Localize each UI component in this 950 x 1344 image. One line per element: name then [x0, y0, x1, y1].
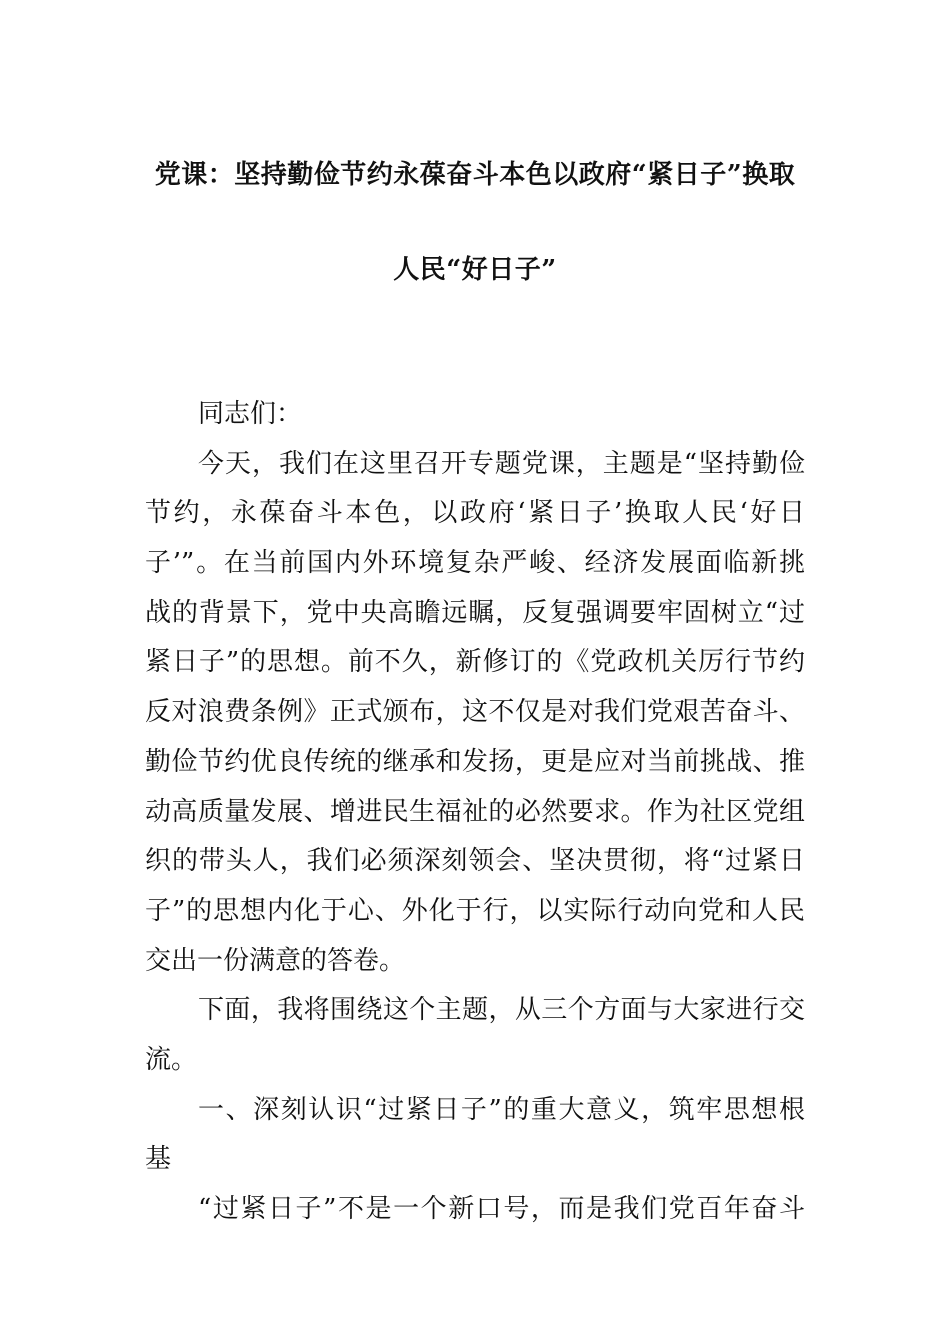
paragraph-line: 流。 [145, 1044, 198, 1075]
paragraph [145, 1185, 805, 1235]
paragraph-line: 子’”。在当前国内外环境复杂严峻、经济发展面临新挑 [145, 548, 805, 579]
paragraph-line: 交出一份满意的答卷。 [145, 945, 406, 976]
paragraph-line: 一、深刻认识“过紧日子”的重大意义，筑牢思想根 [198, 1094, 805, 1125]
paragraph-line: 今天，我们在这里召开专题党课，主题是“坚持勤俭 [198, 448, 805, 479]
paragraph-line: 同志们： [198, 399, 303, 429]
paragraph-line: 动高质量发展、增进民生福祉的必然要求。作为社区党组 [145, 796, 805, 827]
document-title-line-1: 党课：坚持勤俭节约永葆奋斗本色以政府“紧日子”换取 [154, 160, 796, 190]
document-body [145, 390, 805, 1235]
paragraph [145, 440, 805, 987]
paragraph-line: 子”的思想内化于心、外化于行，以实际行动向党和人民 [145, 895, 805, 926]
paragraph-line: 反对浪费条例》正式颁布，这不仅是对我们党艰苦奋斗、 [145, 697, 805, 728]
paragraph-line: 织的带头人，我们必须深刻领会、坚决贯彻，将“过紧日 [145, 846, 805, 877]
paragraph-line: 节约，永葆奋斗本色，以政府‘紧日子’换取人民‘好日 [145, 498, 805, 529]
paragraph-line: 下面，我将围绕这个主题，从三个方面与大家进行交 [198, 995, 805, 1026]
paragraph-line: 勤俭节约优良传统的继承和发扬，更是应对当前挑战、推 [145, 746, 805, 777]
paragraph-line: “过紧日子”不是一个新口号，而是我们党百年奋斗 [198, 1194, 805, 1224]
paragraph-line: 紧日子”的思想。前不久，新修订的《党政机关厉行节约 [145, 647, 805, 678]
paragraph-line: 基 [145, 1144, 172, 1175]
paragraph [145, 986, 805, 1085]
paragraph-line: 战的背景下，党中央高瞻远瞩，反复强调要牢固树立“过 [145, 597, 805, 628]
document-title-line-2: 人民“好日子” [393, 255, 557, 285]
paragraph [145, 390, 805, 440]
paragraph [145, 1086, 805, 1185]
